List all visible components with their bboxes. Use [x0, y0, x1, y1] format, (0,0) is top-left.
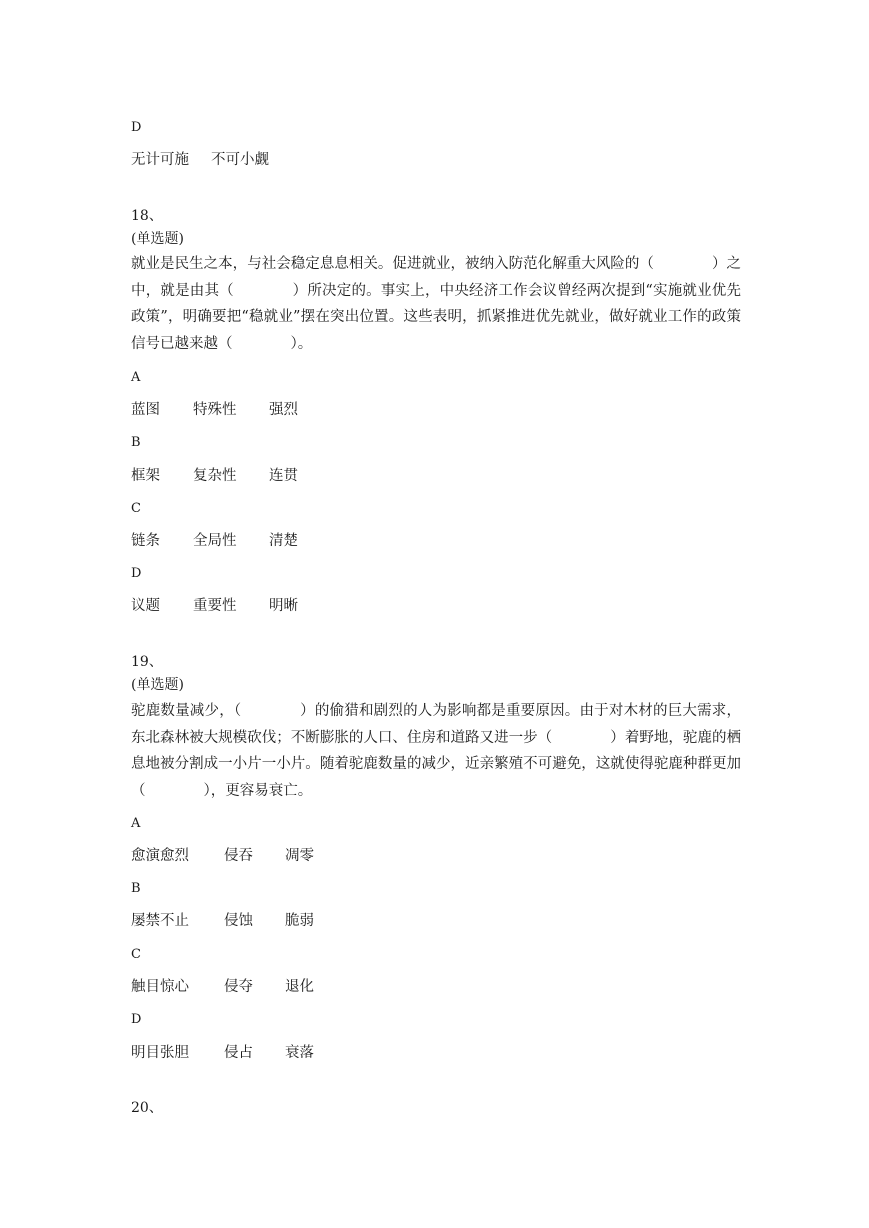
option-word: 退化 — [285, 979, 314, 995]
option-word: 清楚 — [269, 533, 298, 549]
option-word: 屡禁不止 — [131, 913, 189, 929]
option-word: 强烈 — [269, 402, 298, 418]
document-page — [131, 0, 741, 1228]
q18-option-a-letter: A — [131, 370, 141, 385]
option-word: 连贯 — [269, 468, 298, 484]
q19-stem: 驼鹿数量减少，（ ）的偷猎和剧烈的人为影响都是重要原因。由于对木材的巨大需求，东北森林被大规模砍伐；不断膨胀的人口、住房和道路又进一步（ ）着野地，驼鹿的栖息地被分割成一小片一小片。随着驼鹿数量的减少，近亲繁殖不可避免，这就使得驼鹿种群更加（ ），更容易衰亡。 — [131, 703, 741, 799]
q19-option-a[interactable] — [131, 846, 314, 866]
q18-option-a[interactable] — [131, 400, 298, 420]
q18-option-b[interactable] — [131, 466, 298, 486]
q19-option-a-letter: A — [131, 816, 141, 831]
q19-option-d[interactable] — [131, 1043, 314, 1063]
q18-option-c-letter: C — [131, 501, 141, 516]
q18-option-c[interactable] — [131, 531, 298, 551]
option-word: 复杂性 — [193, 468, 237, 484]
q17-option-d-letter: D — [131, 120, 142, 135]
option-word: 框架 — [131, 468, 160, 484]
option-word: 议题 — [131, 598, 160, 614]
option-word: 重要性 — [193, 598, 237, 614]
option-word: 侵占 — [224, 1045, 253, 1061]
q17-option-d[interactable] — [131, 150, 269, 170]
option-word: 愈演愈烈 — [131, 848, 189, 864]
q18-number: 18、 — [131, 208, 163, 224]
option-word: 全局性 — [193, 533, 237, 549]
q19-option-c-letter: C — [131, 947, 141, 962]
q18-stem: 就业是民生之本，与社会稳定息息相关。促进就业，被纳入防范化解重大风险的（ ）之中，就是由其（ ）所决定的。事实上，中央经济工作会议曾经两次提到“实施就业优先政策”，明确要把“稳就业”摆在突出位置。这些表明，抓紧推进优先就业，做好就业工作的政策信号已越来越（ ）。 — [131, 256, 741, 352]
q18-type: (单选题) — [131, 231, 184, 247]
q19-option-b[interactable] — [131, 911, 314, 931]
option-word: 侵夺 — [224, 979, 253, 995]
q18-option-d-letter: D — [131, 566, 142, 581]
option-word: 衰落 — [285, 1045, 314, 1061]
option-word: 脆弱 — [285, 913, 314, 929]
option-word: 侵蚀 — [224, 913, 253, 929]
q19-number: 19、 — [131, 654, 163, 670]
option-word: 触目惊心 — [131, 979, 189, 995]
q19-option-b-letter: B — [131, 881, 141, 896]
option-word: 凋零 — [285, 848, 314, 864]
q19-option-d-letter: D — [131, 1012, 142, 1027]
q19-type: (单选题) — [131, 677, 184, 693]
q18-option-d[interactable] — [131, 596, 298, 616]
q19-option-c[interactable] — [131, 977, 314, 997]
option-word: 链条 — [131, 533, 160, 549]
q18-option-b-letter: B — [131, 435, 141, 450]
option-word: 蓝图 — [131, 402, 160, 418]
option-word: 明晰 — [269, 598, 298, 614]
option-word: 侵吞 — [224, 848, 253, 864]
option-word: 无计可施 — [131, 152, 189, 168]
option-word: 不可小觑 — [211, 152, 269, 168]
q20-number: 20、 — [131, 1100, 163, 1116]
option-word: 特殊性 — [193, 402, 237, 418]
option-word: 明目张胆 — [131, 1045, 189, 1061]
